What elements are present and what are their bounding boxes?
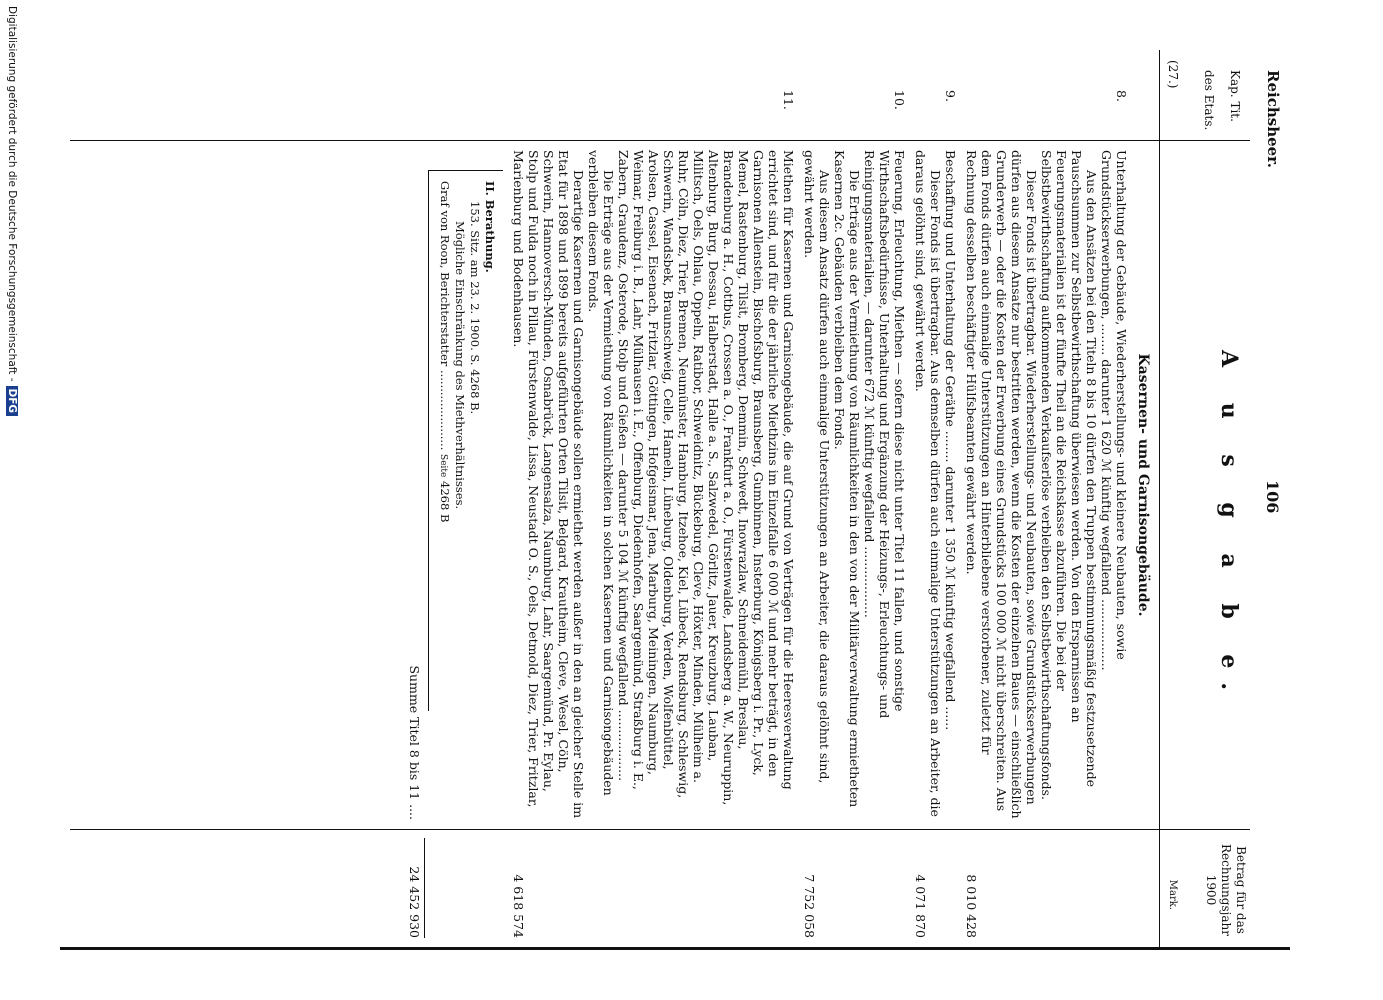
page-number: 106 <box>1263 480 1282 514</box>
col-mark: Mark. <box>1167 879 1178 910</box>
box-line-3: Graf von Roon, Berichterstatter ...................... Seite 4268 B <box>438 181 452 523</box>
entry-text: Unterhaltung der Gebäude, Wiederherstellungs- und kleinere Neubauten, sowie Grundstückserwerbungen, ........ darunter 1 620 ℳ künftig wegfallend .................. <box>1099 150 1129 671</box>
credit-text: Digitalisierung gefördert durch die Deutsche Forschungsgemeinschaft - <box>6 6 18 382</box>
entry-note-2: Dieser Fonds ist übertragbar. Wiederherstellungs- und Neubauten, sowie Grundstückserwerbungen dürfen aus diesem Ansatze nur bestritten werden, wenn die Kosten der einzelnen Baues — einschließlich Grunderwerb — oder die Kosten der Erwerbung eines Grundstücks 100 000 ℳ nicht überschreiten. Aus dem Fonds dürfen auch einmalige Unterstützungen an Hinterbliebene verstorbener, zuletzt für Rechnung desselben beschäftigter Hülfsbeamten gewährt werden. <box>964 150 1039 819</box>
entry-note: Aus den Ansätzen bei den Titeln 8 bis 10 dürfen den Truppen bestimmungsmäßig festzusetzende Pauschsummen zur Selbstbewirthschaftung überwiesen werden. Von den Ersparnissen an Feuerungsmaterialien ist der fünfte Theil an die Reichskasse abzuführen. Die bei der Selbstbewirthschaftung aufkommenden Verkaufserlöse verbleiben den Selbstbewirthschaftungsfonds. <box>1039 150 1099 800</box>
entry-amount: 4 618 574 <box>511 874 526 938</box>
entry-text: Feuerung, Erleuchtung, Miethen — sofern diese nicht unter Titel 11 fallen, und sonstige Wirthschaftsbedürfnisse, Unterhaltung und Ergänzung der Heizungs-, Erleuchtungs- und Reinigungsmaterialien, — darunter 672 ℳ künftig wegfallend .................. <box>862 150 907 719</box>
box-line-1: 153. Sitz. am 23. 2. 1900. S. 4268 B. <box>468 201 482 415</box>
entry-note: Dieser Fonds ist übertragbar. Aus demselben dürfen auch einmalige Unterstützungen an Arbeiter, die daraus gelöhnt sind, gewährt werden. <box>913 150 943 817</box>
entry-note-2: Aus diesem Ansatz dürfen auch einmalige Unterstützungen an Arbeiter, die daraus gelöhnt sind, gewährt werden. <box>802 150 832 784</box>
section-title: Kasernen- und Garnisongebäude. <box>1135 353 1151 617</box>
deliberation-box <box>428 170 503 711</box>
title-number: 10. <box>892 90 907 110</box>
title-number: 8. <box>1114 90 1129 102</box>
entry-note: Die Erträge aus der Vermiethung von Räumlichkeiten in solchen Kasernen und Garnisongebäuden verbleiben diesem Fonds. <box>586 150 616 796</box>
col-betrag: Betrag für das Rechnungsjahr 1900 <box>1204 844 1248 936</box>
box-ref-label: Seite <box>438 454 448 478</box>
sum-amount: 24 452 930 <box>407 838 425 938</box>
box-line-2: Mögliche Einschränkung des Miethverhältnisses. <box>453 221 467 510</box>
entry-amount: 8 010 428 <box>964 874 979 938</box>
entry-note-2: Derartige Kasernen und Garnisongebäude sollen ermiethet werden außer in den an gleicher Stelle im Etat für 1898 und 1899 bereits aufgeführten Orten Tilsit, Belgard, Krautheim, Cleve, Wesel, Cöln, Schwerin, Hannoversch-Münden, Osnabrück, Langensalza, Naumburg, Lahr, Saargemünd, Pr. Eylau, Stolp und Fulda noch in Pillau, Fürstenwalde, Lissa, Neustadt O. S., Oels, Detmold, Diez, Trier, Fritzlar, Marienburg und Bodenhausen. <box>511 150 586 819</box>
entry-amount: 7 752 058 <box>802 874 817 938</box>
entry-amount: 4 071 870 <box>913 874 928 938</box>
page-border <box>60 947 1290 950</box>
sum-label: Summe Titel 8 bis 11 .... <box>407 665 422 820</box>
entry-note: Die Erträge aus der Vermiethung von Räumlichkeiten in den von der Militärverwaltung ermietheten Kasernen 2c. Gebäuden verbleiben dem Fonds. <box>832 150 862 808</box>
entry-8 <box>964 90 1129 938</box>
col-kap-tit: Kap. Tit. <box>1228 70 1242 122</box>
entry-9 <box>913 90 958 938</box>
document-page <box>60 50 1290 950</box>
chapter-number: (27.) <box>1166 60 1180 89</box>
digitization-credit <box>2 0 18 1000</box>
column-divider-left <box>70 140 1250 141</box>
document-body <box>401 90 1151 938</box>
entry-text: Beschaffung und Unterhaltung der Geräthe ........ darunter 1 350 ℳ künftig wegfallend ...... <box>943 150 958 731</box>
entry-11 <box>511 90 796 938</box>
dfg-logo: DFG <box>6 386 18 417</box>
column-divider-right <box>70 829 1250 830</box>
entry-text: Miethen für Kasernen und Garnisongebäude, die auf Grund von Verträgen für die Heeresverwaltung errichtet sind, und für die der jährliche Miethzins im Einzelfalle 6 000 ℳ und mehr beträgt, in den Garnisonen Allenstein, Bischofsburg, Braunsberg, Gumbinnen, Insterburg, Königsberg i. Pr., Lyck, Memel, Rastenburg, Tilsit, Bromberg, Demmin, Schwedt, Inowrazlaw, Schneidemühl, Breslau, Brandenburg a. H., Cottbus, Crossen a. O., Frankfurt a. O., Fürstenwalde, Landsberg a. W., Neuruppin, Altenburg, Burg, Dessau, Halberstadt, Halle a. S., Salzwedel, Görlitz, Jauer, Kreuzburg, Lauban, Militsch, Oels, Ohlau, Oppeln, Ratibor, Schweidnitz, Bückeburg, Cleve, Höxter, Minden, Mülheim a. Ruhr, Cöln, Diez, Trier, Bremen, Neumünster, Hamburg, Itzehoe, Kiel, Lübeck, Rendsburg, Schleswig, Schwerin, Wandsbek, Braunschweig, Celle, Hameln, Lüneburg, Oldenburg, Verden, Wolfenbüttel, Arolsen, Cassel, Eisenach, Fritzlar, Göttingen, Hofgeismar, Jena, Marburg, Meiningen, Naumburg, Weimar, Freiburg i. B., Lahr, Mülhausen i. E., Offenburg, Diedenhofen, Saargemünd, Straßburg i. E., Zabern, Graudenz, Osterode, Stolp und Gießen — darunter 5 104 ℳ künftig wegfallend .................. <box>616 150 796 806</box>
page-title: A u s g a b e. <box>1216 350 1242 705</box>
col-etats: des Etats. <box>1202 70 1216 131</box>
title-number: 9. <box>943 90 958 102</box>
title-number: 11. <box>781 90 796 110</box>
running-header: Reichsheer. <box>1264 70 1282 168</box>
sum-row <box>407 150 422 938</box>
box-heading: II. Berathung. <box>483 181 497 273</box>
box-ref: 4268 B <box>438 481 452 523</box>
entry-10 <box>802 90 907 938</box>
